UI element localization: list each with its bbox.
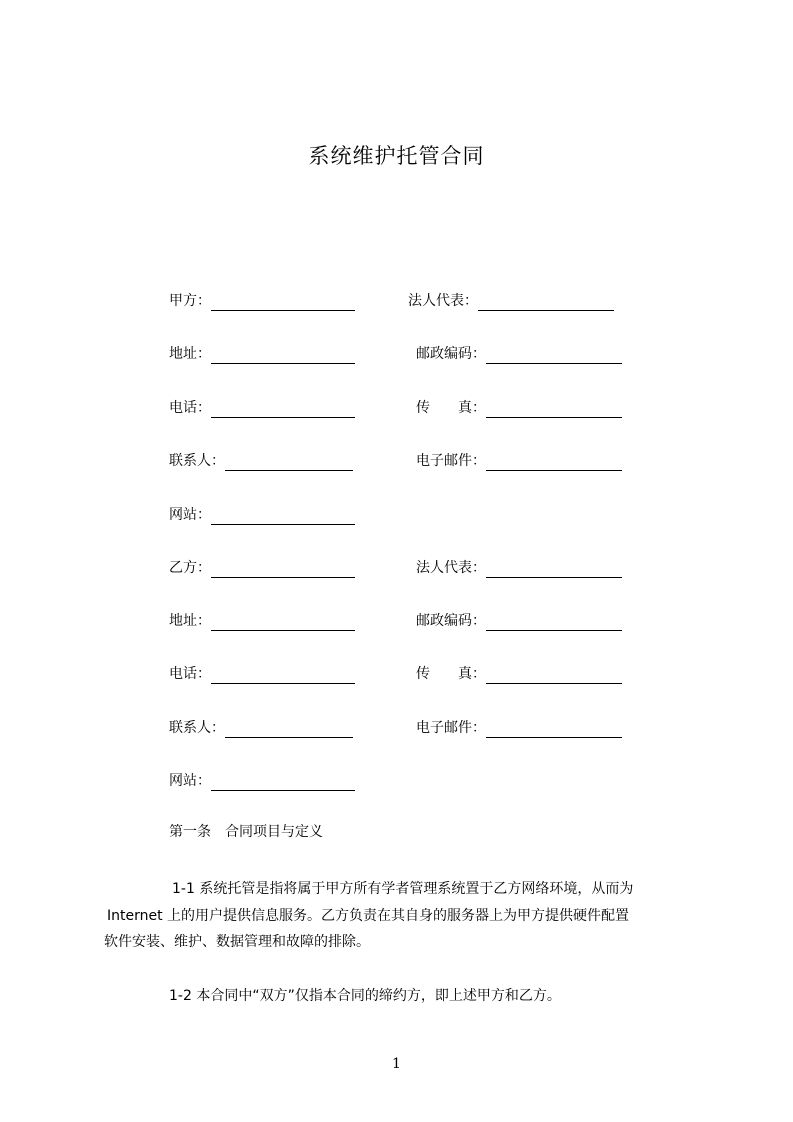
clause-1-1-line-1: 1-1 系统托管是指将属于甲方所有学者管理系统置于乙方网络环境，从而为 bbox=[172, 881, 634, 897]
party-a-phone-field bbox=[169, 398, 355, 418]
article-1-heading: 第一条 合同项目与定义 bbox=[169, 824, 323, 840]
party-a-fax-label: 传 真： bbox=[416, 400, 486, 416]
party-b-legal-rep-label: 法人代表： bbox=[416, 560, 486, 576]
document-title: 系统维护托管合同 bbox=[308, 144, 485, 168]
party-a-address-label: 地址： bbox=[169, 346, 211, 362]
clause-1-2 bbox=[104, 983, 700, 1010]
party-b-label: 乙方： bbox=[169, 560, 211, 576]
party-b-phone-field bbox=[169, 664, 355, 684]
party-b-contact-field bbox=[169, 718, 353, 738]
party-a-email-blank bbox=[486, 453, 622, 471]
clause-1-1-line-3: 软件安装、维护、数据管理和故障的排除。 bbox=[104, 934, 370, 950]
clause-1-2-line: 1-2 本合同中“双方”仅指本合同的缔约方，即上述甲方和乙方。 bbox=[169, 988, 561, 1004]
party-a-phone-blank bbox=[211, 400, 355, 418]
party-b-phone-blank bbox=[211, 666, 355, 684]
party-b-postcode-label: 邮政编码： bbox=[416, 613, 486, 629]
party-a-blank bbox=[211, 293, 355, 311]
clause-1-1-line-2: Internet 上的用户提供信息服务。乙方负责在其自身的服务器上为甲方提供硬件配置 bbox=[107, 907, 630, 924]
party-a-legal-rep-blank bbox=[478, 293, 614, 311]
party-a-postcode-blank bbox=[486, 346, 622, 364]
party-a-email-field bbox=[416, 451, 622, 471]
party-a-field bbox=[169, 291, 355, 311]
party-b-email-field bbox=[416, 718, 622, 738]
party-a-legal-rep-label: 法人代表： bbox=[408, 293, 478, 309]
party-b-website-blank bbox=[211, 773, 355, 791]
party-b-legal-rep-blank bbox=[486, 560, 622, 578]
party-a-contact-field bbox=[169, 451, 353, 471]
party-a-address-blank bbox=[211, 346, 355, 364]
party-a-contact-blank bbox=[225, 453, 353, 471]
party-b-blank bbox=[211, 560, 355, 578]
party-b-address-blank bbox=[211, 613, 355, 631]
party-b-email-blank bbox=[486, 720, 622, 738]
party-b-fax-label: 传 真： bbox=[416, 666, 486, 682]
party-b-phone-label: 电话： bbox=[169, 666, 211, 682]
party-b-address-field bbox=[169, 611, 355, 631]
party-b-address-label: 地址： bbox=[169, 613, 211, 629]
party-a-contact-label: 联系人： bbox=[169, 453, 225, 469]
party-b-contact-label: 联系人： bbox=[169, 720, 225, 736]
party-a-postcode-label: 邮政编码： bbox=[416, 346, 486, 362]
page-number: 1 bbox=[392, 1056, 401, 1072]
party-b-postcode-field bbox=[416, 611, 622, 631]
party-a-fax-blank bbox=[486, 400, 622, 418]
party-a-email-label: 电子邮件： bbox=[416, 453, 486, 469]
party-a-label: 甲方： bbox=[169, 293, 211, 309]
party-b-legal-rep-field bbox=[416, 558, 622, 578]
party-a-fax-field bbox=[416, 398, 622, 418]
party-a-website-label: 网站： bbox=[169, 507, 211, 523]
party-b-email-label: 电子邮件： bbox=[416, 720, 486, 736]
party-b-fax-blank bbox=[486, 666, 622, 684]
party-a-legal-rep-field bbox=[408, 291, 614, 311]
party-a-phone-label: 电话： bbox=[169, 400, 211, 416]
party-a-postcode-field bbox=[416, 344, 622, 364]
party-b-website-field bbox=[169, 771, 355, 791]
party-a-website-blank bbox=[211, 507, 355, 525]
party-b-field bbox=[169, 558, 355, 578]
party-b-contact-blank bbox=[225, 720, 353, 738]
party-a-address-field bbox=[169, 344, 355, 364]
party-b-postcode-blank bbox=[486, 613, 622, 631]
clause-1-1 bbox=[104, 876, 700, 956]
party-b-website-label: 网站： bbox=[169, 773, 211, 789]
party-a-website-field bbox=[169, 505, 355, 525]
party-b-fax-field bbox=[416, 664, 622, 684]
